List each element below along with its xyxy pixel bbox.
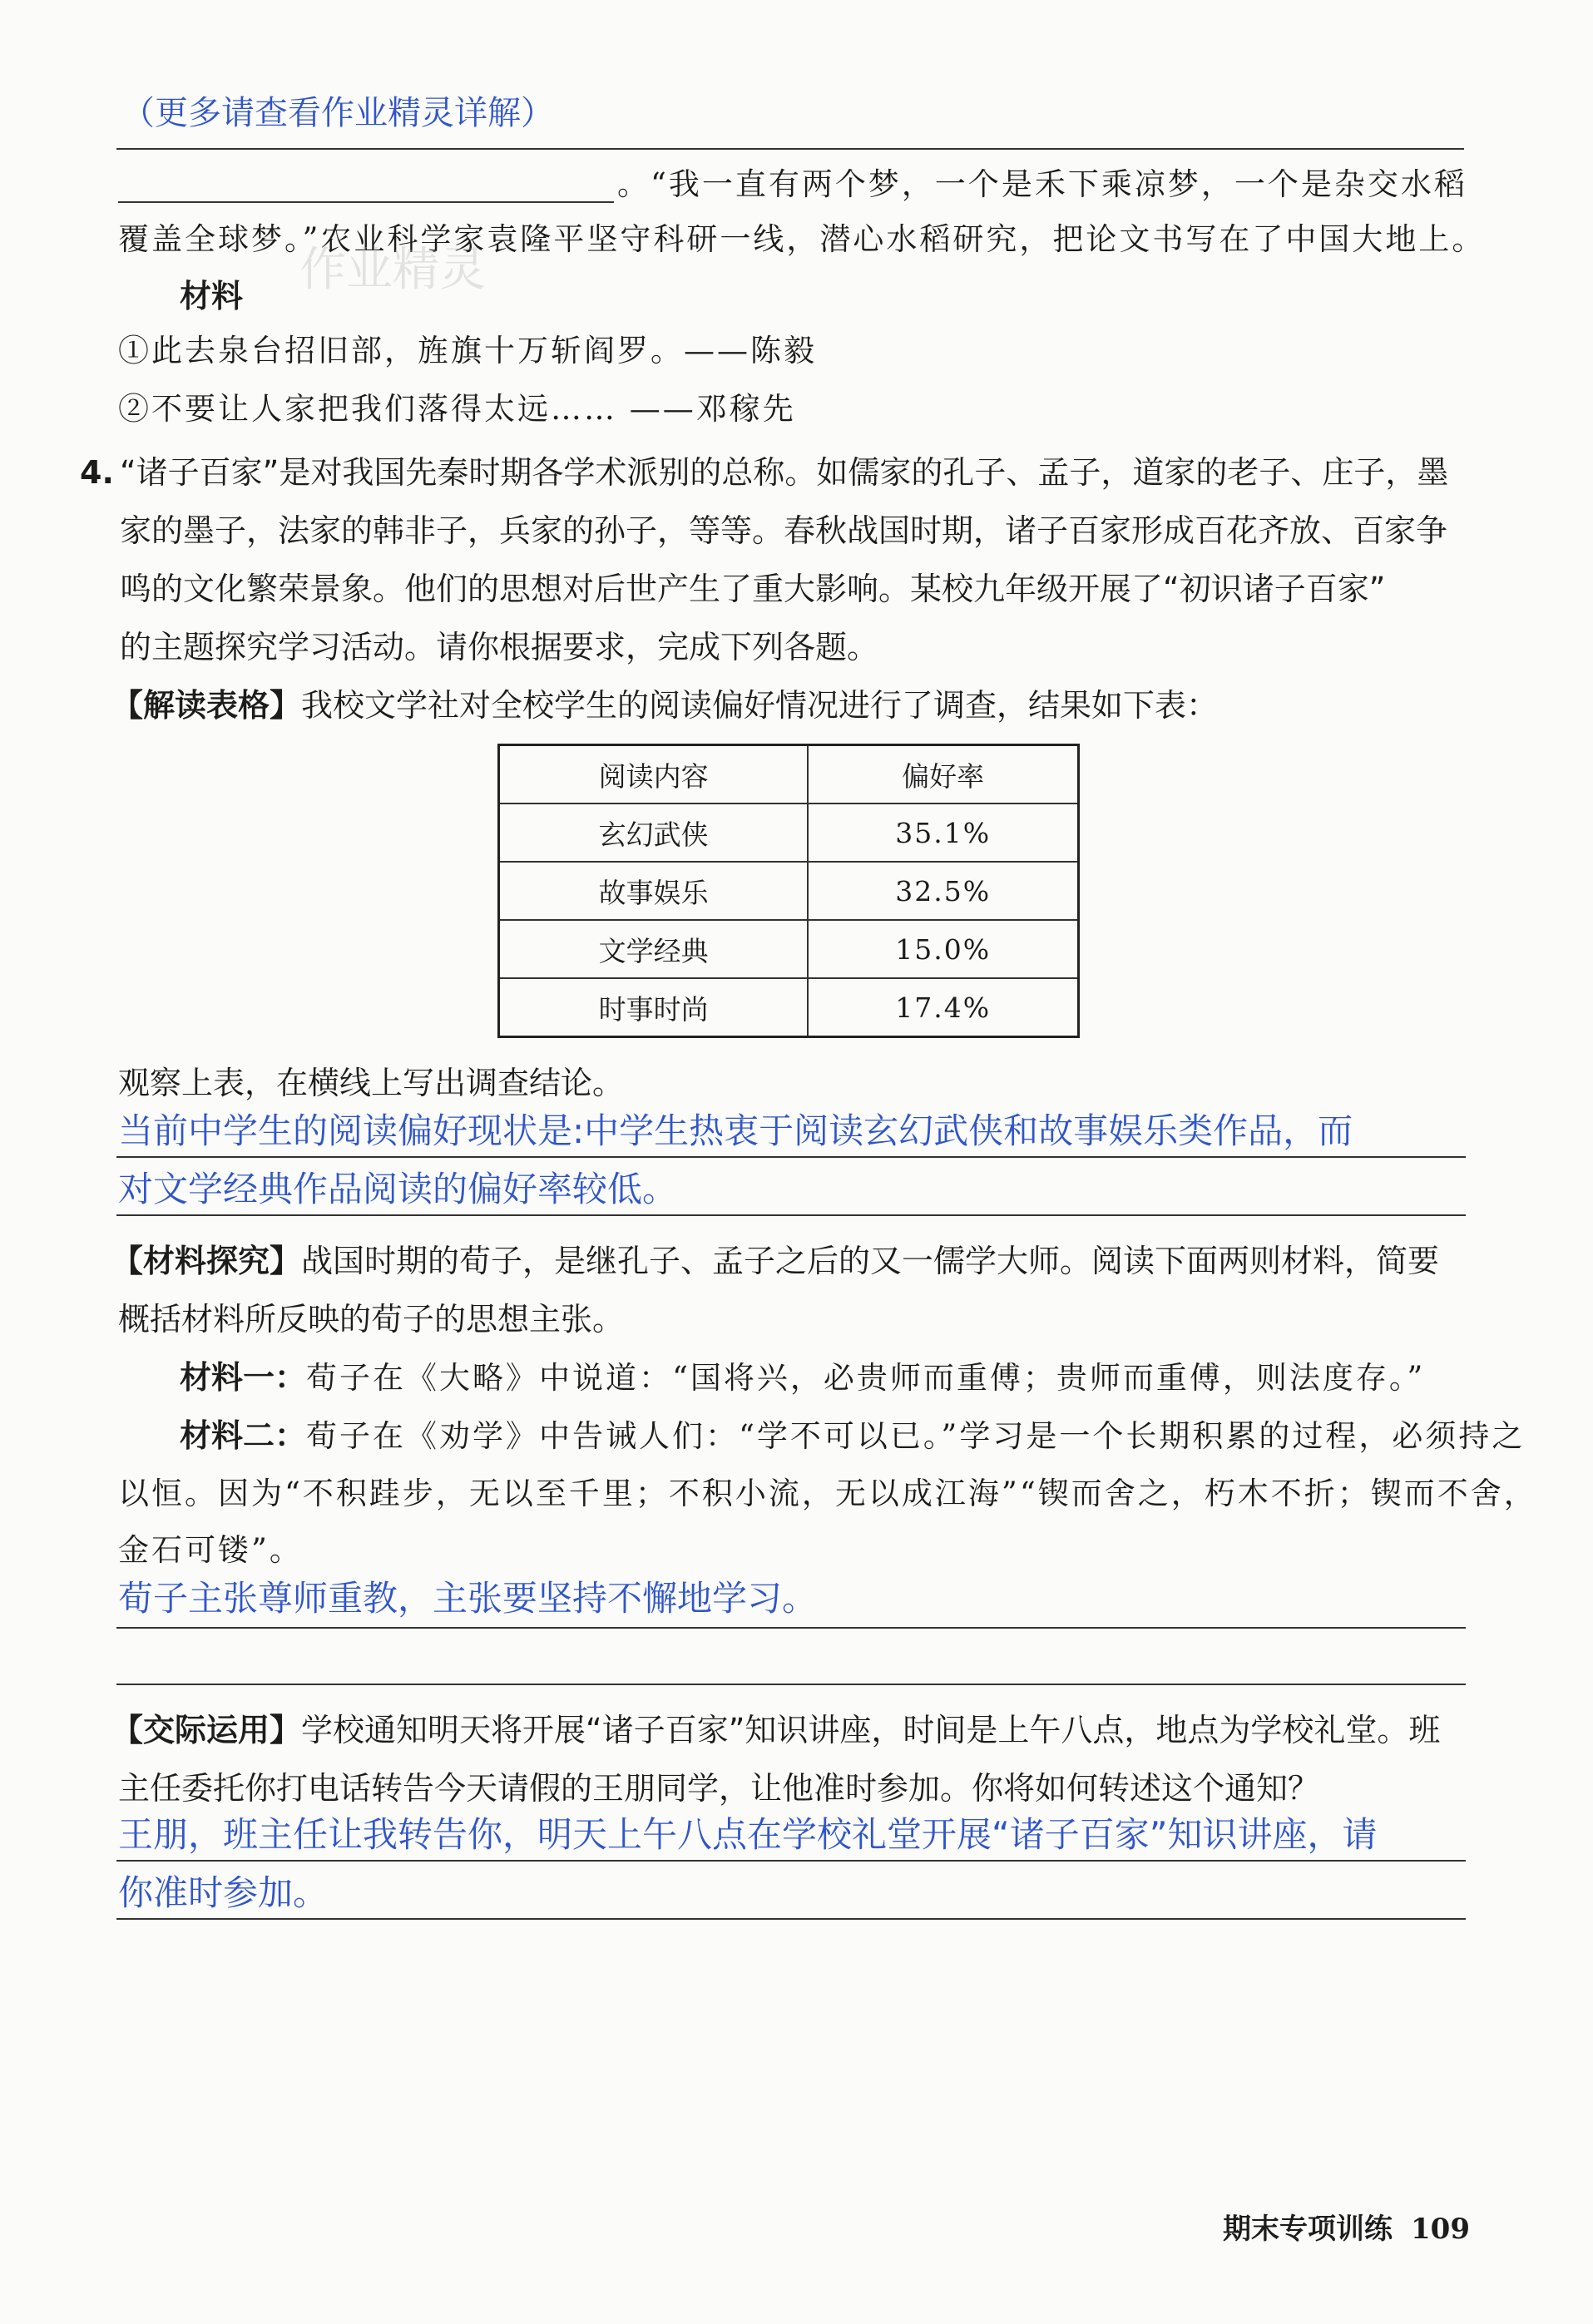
answer-line [116,1918,1466,1920]
footer-section: 期末专项训练 [1223,2213,1393,2246]
table-cell-content: 玄幻武侠 [499,804,809,862]
material-one-text: 荀子在《大略》中说道：“国将兴，必贵师而重傅；贵师而重傅，则法度存。” [306,1360,1426,1396]
header-divider [116,148,1464,150]
comm-answer-line-1: 王朋，班主任让我转告你，明天上午八点在学校礼堂开展“诸子百家”知识讲座，请 [118,1814,1378,1855]
footer [1223,2199,1470,2259]
comm-section-text-2: 主任委托你打电话转告今天请假的王朋同学，让他准时参加。你将如何转述这个通知？ [118,1770,1320,1807]
table-cell-rate: 35.1% [808,804,1078,862]
table-cell-content: 故事娱乐 [499,862,809,920]
answer-line [116,1860,1466,1862]
q3-line1: 。“我一直有两个梦，一个是禾下乘凉梦，一个是杂交水稻 [617,166,1467,202]
table-cell-content: 时事时尚 [499,978,809,1037]
q4-intro-line-4: 的主题探究学习活动。请你根据要求，完成下列各题。 [120,629,879,665]
q3-blank-line [118,201,614,203]
table-header-row [499,745,1079,804]
table-row [499,978,1079,1037]
material-section-text-1: 战国时期的荀子，是继孔子、孟子之后的又一儒学大师。阅读下面两则材料，简要 [301,1243,1440,1279]
table-row [499,920,1079,978]
material-two-line-1: 荀子在《劝学》中告诫人们：“学不可以已。”学习是一个长期积累的过程，必须持之 [306,1418,1526,1454]
q3-material-label: 材料 [180,278,244,314]
material-section-line-1 [111,1231,1439,1291]
table-section-label: 【解读表格】 [111,687,302,724]
q3-material-1: ①此去泉台招旧部，旌旗十万斩阎罗。——陈毅 [118,333,817,368]
material-two [180,1406,1525,1466]
table-header-content: 阅读内容 [499,745,809,804]
material-answer: 荀子主张尊师重教，主张要坚持不懈地学习。 [118,1578,818,1619]
watermark: 作业精灵 [299,243,486,297]
table-cell-content: 文学经典 [499,920,809,978]
q4-intro-line-2: 家的墨子，法家的韩非子，兵家的孙子，等等。春秋战国时期，诸子百家形成百花齐放、百家争 [120,512,1448,549]
reading-preference-table [497,744,1080,1038]
page-number: 109 [1411,2213,1470,2246]
q4-number: 4. [80,454,114,491]
table-section-heading [111,675,1218,735]
comm-section-text-1: 学校通知明天将开展“诸子百家”知识讲座，时间是上午八点，地点为学校礼堂。班 [301,1712,1441,1748]
answer-line [116,1627,1466,1629]
table-row [499,862,1079,920]
table-instruction: 观察上表，在横线上写出调查结论。 [118,1065,625,1101]
table-cell-rate: 15.0% [808,920,1078,978]
comm-section-line-1 [111,1700,1440,1760]
comm-section-label: 【交际运用】 [111,1712,302,1748]
table-header-rate: 偏好率 [808,745,1078,804]
table-cell-rate: 32.5% [808,862,1078,920]
q3-material-2: ②不要让人家把我们落得太远…… ——邓稼先 [118,391,796,427]
table-answer-line-2: 对文学经典作品阅读的偏好率较低。 [118,1169,678,1209]
material-one-label: 材料一： [180,1359,307,1396]
answer-line [116,1156,1466,1158]
material-two-line-2: 以恒。因为“不积跬步，无以至千里；不积小流，无以成江海”“锲而舍之，朽木不折；锲而不舍， [118,1476,1537,1511]
q4-intro-line-1: “诸子百家”是对我国先秦时期各学术派别的总称。如儒家的孔子、孟子，道家的老子、庄子，墨 [120,454,1449,491]
answer-line [116,1684,1466,1685]
material-two-line-3: 金石可镂”。 [118,1532,303,1568]
material-section-text-2: 概括材料所反映的荀子的思想主张。 [118,1301,625,1338]
table-row [499,804,1079,862]
header-note: （更多请查看作业精灵详解） [121,94,554,132]
q4-intro-line-3: 鸣的文化繁荣景象。他们的思想对后世产生了重大影响。某校九年级开展了“初识诸子百家” [120,571,1386,607]
comm-answer-line-2: 你准时参加。 [118,1872,329,1913]
table-answer-line-1: 当前中学生的阅读偏好现状是:中学生热衷于阅读玄幻武侠和故事娱乐类作品，而 [118,1110,1353,1151]
table-cell-rate: 17.4% [808,978,1078,1037]
table-section-text: 我校文学社对全校学生的阅读偏好情况进行了调查，结果如下表： [301,687,1219,724]
material-one [180,1347,1425,1408]
q3-line2: 覆盖全球梦。”农业科学家袁隆平坚守科研一线，潜心水稻研究，把论文书写在了中国大地上。 [118,221,1486,257]
material-two-label: 材料二： [180,1417,307,1454]
material-section-label: 【材料探究】 [111,1243,302,1279]
answer-line [116,1214,1466,1216]
